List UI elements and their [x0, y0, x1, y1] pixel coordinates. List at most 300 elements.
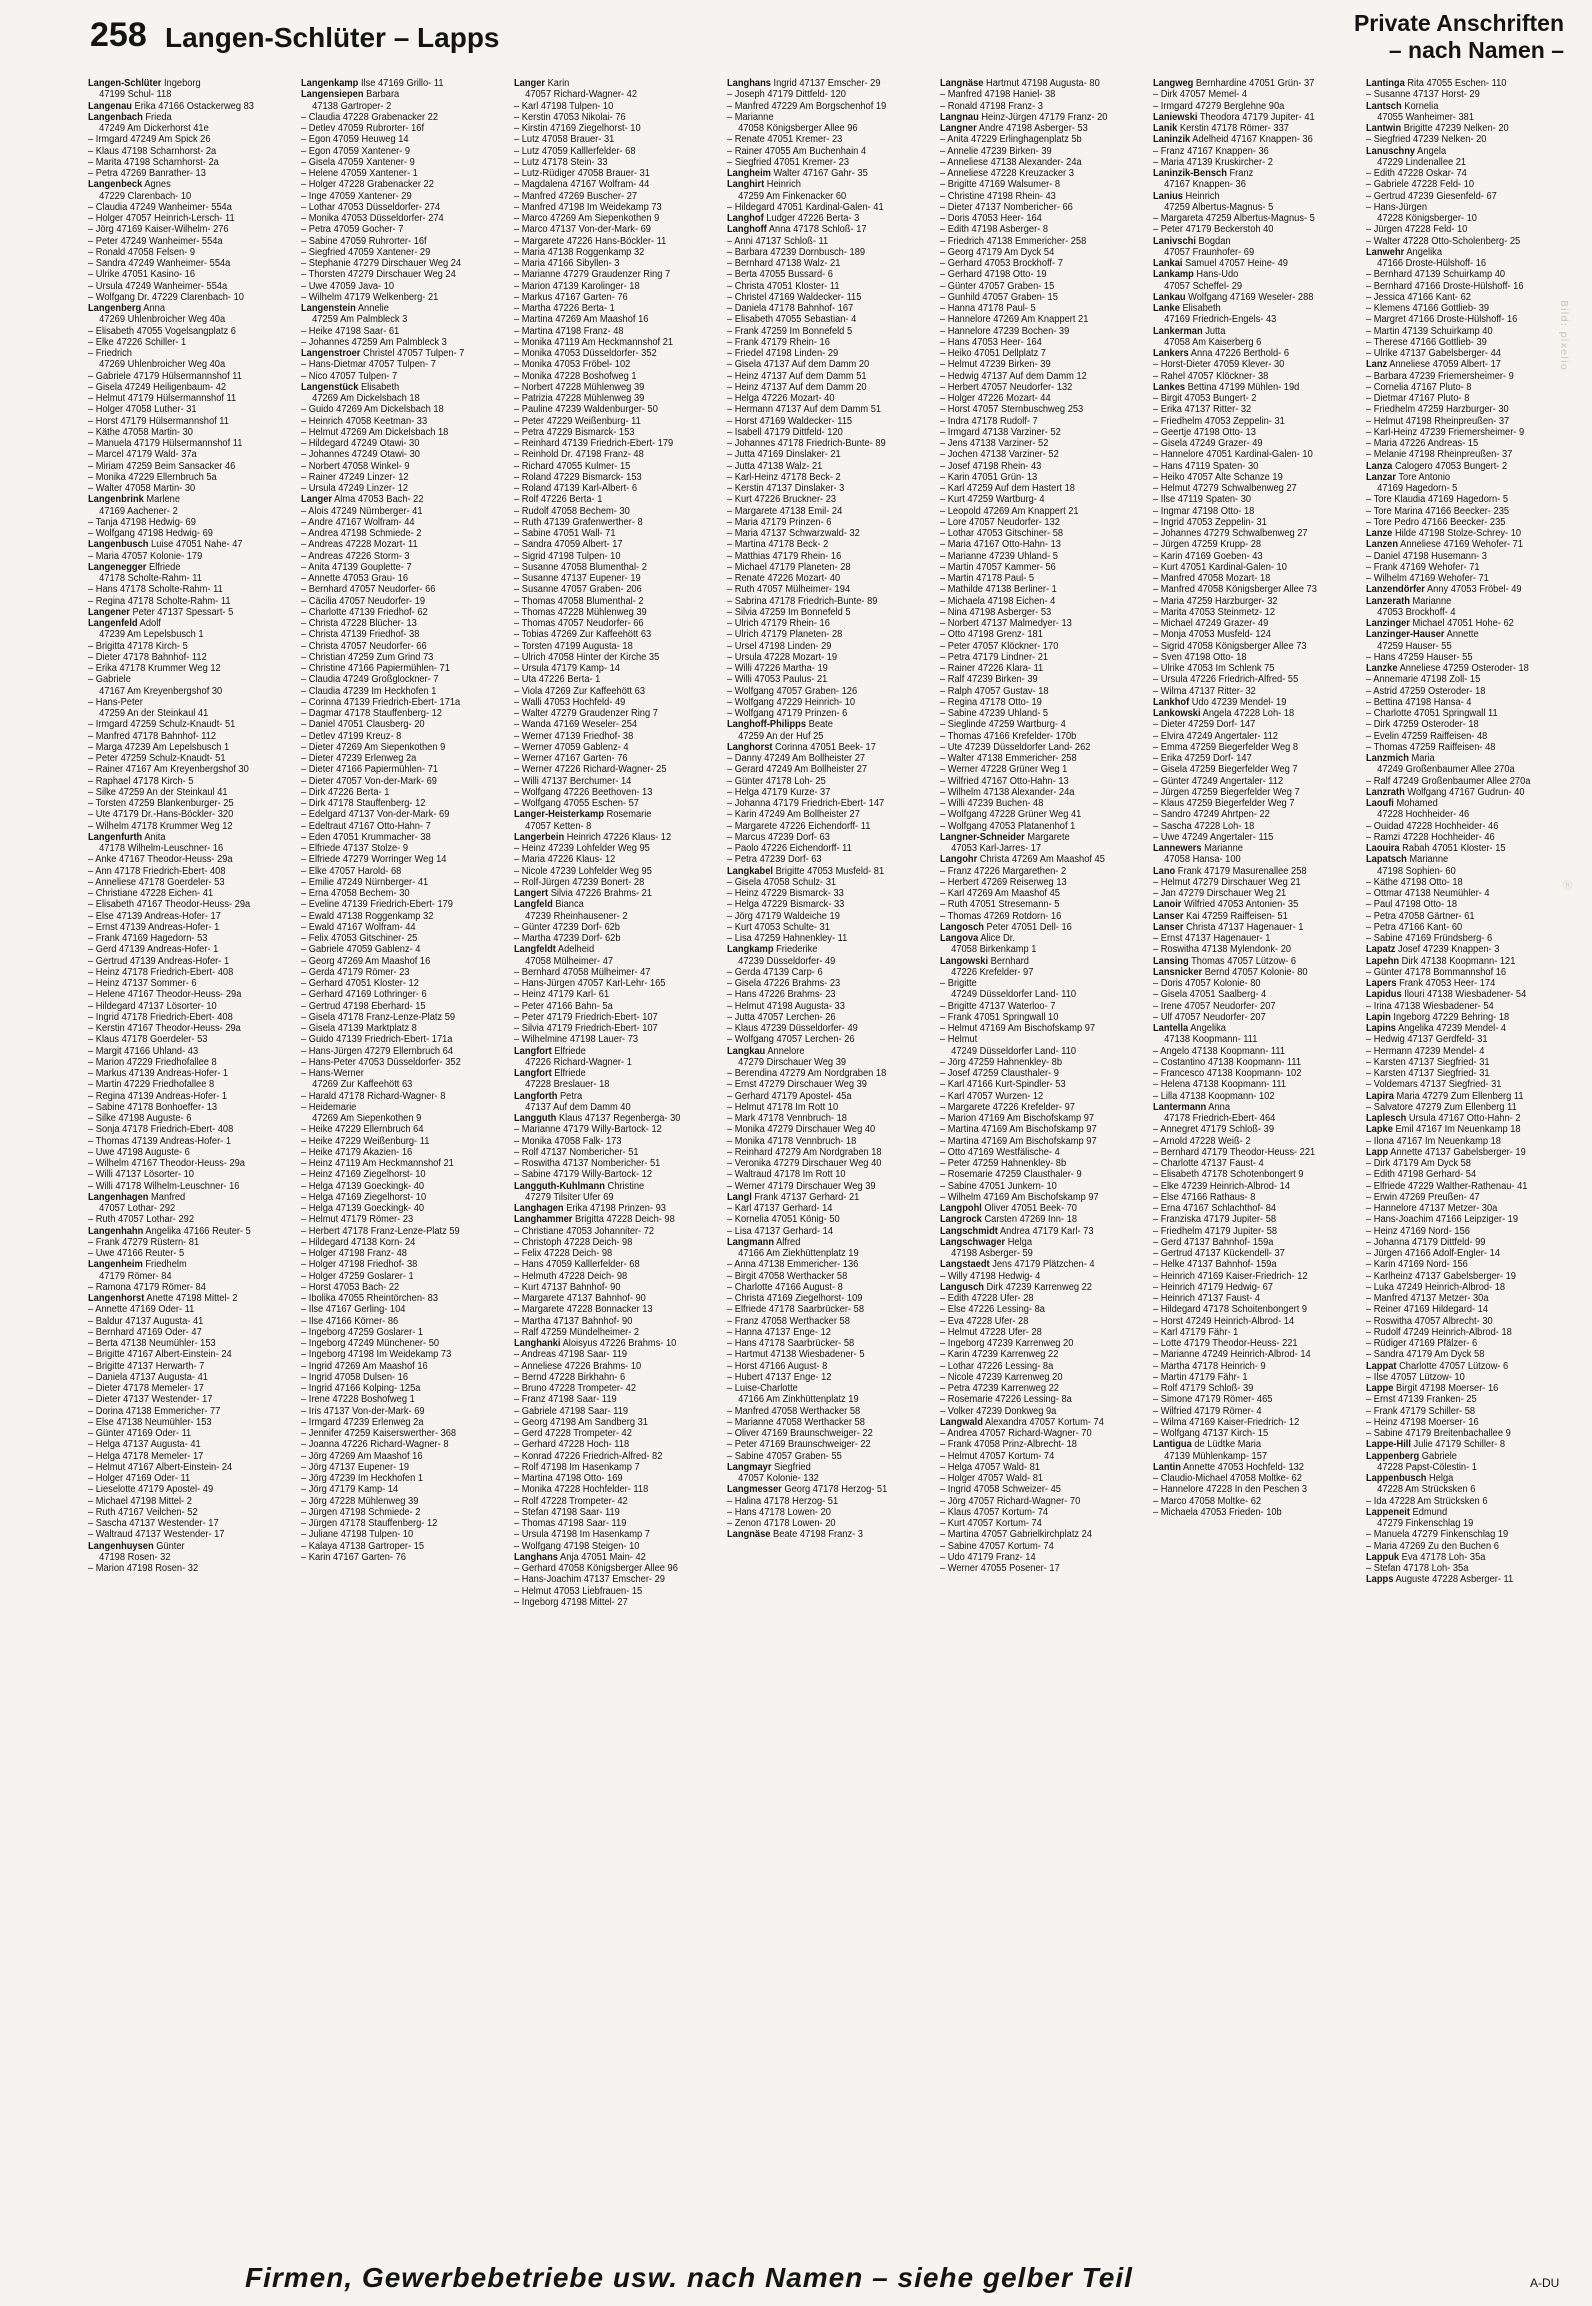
entry-details: Frank 47179 Masurenallee 258 — [1175, 865, 1307, 877]
directory-entry: – Lutz 47059 Kalllerfelder- 68 — [514, 145, 636, 157]
directory-entry: 47226 Richard-Wagner- 1 — [525, 1056, 632, 1068]
directory-entry: – Käthe 47058 Martin- 30 — [88, 426, 193, 438]
directory-entry: – Hannelore 47269 Am Knappert 21 — [940, 314, 1089, 326]
directory-entry: – Wilma 47137 Ritter- 32 — [1153, 685, 1256, 697]
directory-entry: – Heinrich 47137 Faust- 4 — [1153, 1293, 1261, 1304]
directory-entry: – Johannes 47178 Friedrich-Bunte- 89 — [727, 438, 886, 449]
entry-details: Marlene — [143, 494, 180, 506]
directory-entry: – Otto 47169 Westfälische- 4 — [940, 1146, 1060, 1158]
directory-entry: – Helmut 47179 Hülsermannshof 11 — [88, 393, 237, 404]
entry-surname: Langmayr — [727, 1461, 772, 1473]
directory-entry: – Lutz 47178 Stein- 33 — [514, 156, 608, 168]
entry-surname: Lanwehr — [1366, 246, 1405, 258]
directory-entry: – Christa 47139 Friedhof- 38 — [301, 629, 420, 641]
directory-entry: 47057 Ketten- 8 — [525, 820, 592, 832]
directory-entry: – Ingrid 47058 Dulsen- 16 — [301, 1371, 409, 1383]
directory-entry: 47058 Mülheimer- 47 — [525, 955, 614, 967]
directory-entry — [940, 1203, 1129, 1214]
directory-entry: – Emilie 47249 Nürnberger- 41 — [301, 876, 429, 888]
entry-details: Angelika 47239 Mendel- 4 — [1395, 1023, 1507, 1034]
directory-entry: – Martina 47169 Am Bischofskamp 97 — [940, 1135, 1097, 1147]
entry-surname: Langerbein — [514, 831, 565, 843]
directory-entry: – Thomas 47057 Neudorfer- 66 — [514, 618, 644, 629]
entry-surname: Langrock — [940, 1214, 982, 1226]
directory-entry — [727, 213, 916, 224]
entry-surname: Lappenbusch — [1366, 1473, 1427, 1484]
entry-details: Anita — [142, 831, 166, 843]
directory-entry: – Ulrich 47179 Planeten- 28 — [727, 629, 843, 641]
directory-entry: – Corinna 47139 Friedrich-Ebert- 171a — [301, 696, 461, 708]
directory-entry: – Sandra 47249 Wanheimer- 554a — [88, 258, 231, 269]
entry-surname: Langmann — [727, 1236, 775, 1248]
directory-entry: – Maria 47226 Andreas- 15 — [1366, 438, 1479, 449]
directory-entry: – Else 47226 Lessing- 8a — [940, 1304, 1045, 1316]
entry-surname: Lanz — [1366, 359, 1388, 371]
directory-entry: – Andreas 47198 Saar- 119 — [514, 1349, 628, 1361]
directory-entry: – Günter 47178 Loh- 25 — [727, 775, 826, 787]
entry-surname: Langguth-Kuhlmann — [514, 1180, 605, 1192]
entry-details: Alfred — [774, 1236, 801, 1248]
directory-entry: – Lisa 47259 Hahnenkley- 11 — [727, 933, 848, 944]
entry-details: Christa 47137 Hagenauer- 1 — [1183, 921, 1304, 933]
directory-entry — [1153, 191, 1342, 202]
directory-entry: – Sabine 47051 Wall- 71 — [514, 528, 616, 539]
directory-entry: – Jörg 47179 Waldeiche 19 — [727, 910, 840, 922]
entry-surname: Lantin — [1153, 1461, 1181, 1473]
directory-entry: – Manuela 47179 Hülsermannshof 11 — [88, 438, 243, 449]
directory-entry: – Margareta 47259 Albertus-Magnus- 5 — [1153, 213, 1315, 224]
directory-entry: – Markus 47139 Andreas-Hofer- 1 — [88, 1068, 229, 1079]
directory-entry: – Monika 47228 Hochfelder- 118 — [514, 1484, 649, 1496]
directory-entry: – Dieter 47137 Westender- 17 — [88, 1394, 213, 1406]
directory-entry: – Michael 47198 Mittel- 2 — [88, 1495, 192, 1507]
directory-entry — [727, 1484, 916, 1495]
directory-entry: 47057 Scheffel- 29 — [1164, 280, 1243, 292]
directory-entry: – Claudio-Michael 47058 Moltke- 62 — [1153, 1473, 1302, 1484]
entry-details: Dirk 47138 Koopmann- 121 — [1399, 955, 1516, 967]
entry-surname: Lantella — [1153, 1023, 1189, 1034]
page-number: 258 — [90, 16, 147, 54]
directory-entry: – Jutta 47138 Walz- 21 — [727, 460, 823, 472]
directory-entry: – Horst 47179 Hülsermannshof 11 — [88, 415, 229, 427]
entry-details: Brigitte 47239 Nelken- 20 — [1401, 123, 1509, 134]
directory-entry — [88, 539, 277, 550]
directory-entry: – Petra 47229 Bismarck- 153 — [514, 426, 635, 438]
entry-details: Calogero 47053 Bungert- 2 — [1392, 460, 1508, 472]
directory-entry: – Brigitte 47137 Waterloo- 7 — [940, 1000, 1056, 1012]
directory-entry: – Lilla 47138 Koopmann- 102 — [1153, 1090, 1275, 1102]
directory-entry: 47178 Friedrich-Ebert- 464 — [1164, 1113, 1276, 1124]
directory-entry — [514, 899, 703, 910]
directory-entry: – Heinz 47137 Auf dem Damm 20 — [727, 381, 867, 393]
directory-entry: – Ingmar 47198 Otto- 18 — [1153, 505, 1255, 517]
directory-entry: 47259 Albertus-Magnus- 5 — [1164, 201, 1274, 213]
entry-details: Walter 47167 Gahr- 35 — [770, 168, 868, 179]
directory-entry: – Gerhard 47179 Apostel- 45a — [727, 1090, 852, 1102]
directory-entry: – Michaela 47198 Eichen- 4 — [940, 595, 1056, 607]
directory-entry: – Franz 47198 Saar- 119 — [514, 1394, 617, 1406]
directory-entry: – Nicole 47239 Lohfelder Weg 95 — [514, 865, 652, 877]
directory-entry: – Silvia 47179 Friedrich-Ebert- 107 — [514, 1023, 658, 1034]
directory-entry: – Holger 47058 Luther- 31 — [88, 404, 197, 416]
directory-entry: – Werner 47139 Friedhof- 38 — [514, 730, 634, 742]
entry-surname: Langguth — [514, 1113, 557, 1124]
directory-entry: – Doris 47053 Heer- 164 — [940, 213, 1042, 224]
directory-entry: – Johannes 47259 Am Palmbleck 3 — [301, 336, 447, 348]
directory-entry: – Veronika 47279 Dirschauer Weg 40 — [727, 1158, 882, 1169]
entry-surname: Langfeldt — [514, 944, 556, 956]
entry-details: Marianne — [1409, 595, 1452, 607]
directory-entry: – Martina 47169 Am Bischofskamp 97 — [940, 1124, 1097, 1136]
directory-entry: – Marco 47137 Von-der-Mark- 69 — [514, 224, 651, 236]
directory-entry: – Costantino 47138 Koopmann- 111 — [1153, 1056, 1302, 1068]
directory-entry: – Rolf 47179 Schloß- 39 — [1153, 1383, 1254, 1394]
entry-details: Peter 47051 Dell- 16 — [983, 921, 1072, 933]
directory-entry: – Walter 47058 Martin- 30 — [88, 483, 196, 494]
directory-entry: 47259 Am Palmbleck 3 — [312, 314, 408, 326]
directory-entry: – Christa 47057 Neudorfer- 66 — [301, 640, 427, 652]
directory-entry — [1153, 866, 1342, 877]
entry-details: Hartmut 47198 Augusta- 80 — [983, 78, 1100, 89]
directory-entry: – Kurt 47051 Kardinal-Galen- 10 — [1153, 561, 1287, 573]
directory-entry: – Kirstin 47169 Ziegelhorst- 10 — [514, 123, 641, 134]
directory-entry — [727, 1462, 916, 1473]
directory-entry: – Bettina 47198 Hansa- 4 — [1366, 696, 1472, 708]
directory-entry: – Anneliese 47228 Kreuzacker 3 — [940, 168, 1074, 179]
directory-entry: – Ernst 47139 Andreas-Hofer- 1 — [88, 921, 220, 933]
directory-entry: – Ann 47178 Friedrich-Ebert- 408 — [88, 865, 226, 877]
directory-entry: – Wilhelm 47178 Krummer Weg 12 — [88, 820, 233, 832]
directory-entry: – Sascha 47137 Westender- 17 — [88, 1518, 219, 1529]
directory-entry — [1366, 1473, 1555, 1484]
directory-entry: – Viola 47269 Zur Kaffeehött 63 — [514, 685, 645, 697]
directory-entry: – Franziska 47179 Jupiter- 58 — [1153, 1214, 1277, 1226]
directory-entry: – Daniela 47178 Bahnhof- 167 — [727, 303, 854, 314]
entry-details: Erika 47198 Prinzen- 93 — [563, 1203, 666, 1214]
entry-details: Theodora 47179 Jupiter- 41 — [1197, 111, 1315, 123]
entry-surname: Langhagen — [514, 1203, 564, 1214]
entry-details: Elisabeth — [1179, 303, 1221, 314]
directory-entry: – Berta 47138 Neumühler- 153 — [88, 1338, 216, 1349]
directory-entry — [1366, 1451, 1555, 1462]
directory-entry: – Karl 47259 Auf dem Hastert 18 — [940, 483, 1075, 494]
directory-entry: – Daniela 47137 Augusta- 41 — [88, 1371, 208, 1383]
entry-surname: Lanik — [1153, 123, 1178, 134]
entry-surname: Langenhahn — [88, 1225, 144, 1237]
directory-entry: – Rainer 47249 Linzer- 12 — [301, 471, 409, 483]
directory-entry: – Cäcilia 47057 Neudorfer- 19 — [301, 595, 426, 607]
directory-entry: – Franz 47226 Margarethen- 2 — [940, 865, 1067, 877]
directory-entry: – Helmut 47198 Augusta- 33 — [727, 1000, 845, 1012]
directory-entry: – Heidemarie — [301, 1101, 357, 1113]
entry-details: Ingeborg 47229 Behring- 18 — [1390, 1011, 1510, 1023]
directory-entry: – Birgit 47053 Bungert- 2 — [1153, 393, 1257, 404]
entry-surname: Langusch — [940, 1281, 984, 1293]
directory-entry: – Werner 47226 Richard-Wagner- 25 — [514, 764, 667, 776]
directory-entry: 47178 Scholte-Rahm- 11 — [99, 573, 202, 584]
directory-entry — [514, 809, 703, 820]
directory-entry: – Helmuth 47228 Deich- 98 — [514, 1270, 628, 1282]
directory-entry — [88, 78, 277, 89]
directory-entry: – Willi 47053 Paulus- 21 — [727, 674, 828, 686]
directory-entry: – Sabine 47239 Uhland- 5 — [940, 708, 1049, 719]
directory-entry: – Frank 47051 Springwall 10 — [940, 1011, 1059, 1023]
entry-surname: Lanzar — [1366, 471, 1396, 483]
entry-details: Ludger 47226 Berta- 3 — [763, 213, 860, 224]
directory-entry: – Helena 47138 Koopmann- 111 — [1153, 1079, 1287, 1091]
directory-entry — [1366, 1113, 1555, 1124]
entry-surname: Langensiepen — [301, 89, 364, 101]
directory-entry: – Rolf 47198 Im Hasenkamp 7 — [514, 1461, 640, 1473]
directory-entry: – Marianne 47058 Werthacker 58 — [727, 1416, 865, 1428]
directory-entry: – Ruth 47167 Veilchen- 52 — [88, 1506, 198, 1518]
directory-entry — [1366, 78, 1555, 89]
directory-entry: – Marion 47198 Rosen- 32 — [88, 1563, 199, 1574]
entry-details: Brigitta 47228 Deich- 98 — [572, 1214, 675, 1226]
directory-entry: – Irene 47228 Boshofweg 1 — [301, 1394, 415, 1406]
directory-entry: 47138 Koopmann- 111 — [1164, 1034, 1258, 1046]
directory-entry: – Hans-Jürgen — [1366, 201, 1428, 213]
directory-entry — [1366, 1574, 1555, 1585]
section-title-main: Private Anschriften — [1353, 10, 1564, 36]
directory-entry: – Marco 47058 Moltke- 62 — [1153, 1495, 1262, 1507]
directory-entry — [727, 179, 916, 190]
directory-entry: – Helmut 47228 Ufer- 28 — [940, 1326, 1042, 1338]
directory-entry: – Helga 47226 Mozart- 40 — [727, 393, 835, 404]
directory-entry: – Johannes 47249 Otawi- 30 — [301, 449, 420, 461]
entry-details: Petra — [557, 1090, 583, 1102]
directory-entry: – Karin 47249 Am Bollheister 27 — [727, 809, 860, 821]
directory-entry: – Sieglinde 47259 Wartburg- 4 — [940, 719, 1066, 731]
directory-entry: – Herbert 47178 Franz-Lenze-Platz 59 — [301, 1225, 460, 1237]
entry-details: Kai 47259 Raiffeisen- 51 — [1183, 910, 1288, 922]
directory-entry: – Michael 47179 Planeten- 28 — [727, 561, 851, 573]
directory-entry: – Heinrich 47169 Kaiser-Friedrich- 12 — [1153, 1270, 1308, 1282]
directory-entry — [1366, 1361, 1555, 1372]
directory-entry: – Manfred 47058 Werthacker 58 — [727, 1405, 861, 1417]
directory-entry: 47058 Hansa- 100 — [1164, 854, 1241, 866]
directory-entry: – Gisela 47059 Xantener- 9 — [301, 156, 415, 168]
directory-entry: – Thomas 47198 Saar- 119 — [514, 1518, 627, 1529]
directory-entry — [301, 494, 490, 505]
directory-entry — [1153, 922, 1342, 933]
entry-surname: Lankerman — [1153, 325, 1203, 337]
directory-entry: – Maria 47269 Zu den Buchen 6 — [1366, 1540, 1499, 1552]
directory-entry: – Margarete 47137 Bahnhof- 90 — [514, 1293, 646, 1304]
directory-entry — [1366, 843, 1555, 854]
entry-surname: Langweg — [1153, 78, 1194, 89]
directory-entry: – Patrizia 47228 Mühlenweg 39 — [514, 393, 645, 404]
directory-entry: – Markus 47167 Garten- 76 — [514, 291, 628, 303]
entry-surname: Laouira — [1366, 843, 1400, 854]
directory-entry: – Norbert 47058 Winkel- 9 — [301, 460, 410, 472]
entry-surname: Lankamp — [1153, 269, 1194, 281]
directory-entry — [301, 348, 490, 359]
directory-entry: – Gerhard 47051 Kloster- 12 — [301, 978, 419, 989]
directory-entry: – Petra 47059 Gocher- 7 — [301, 224, 404, 236]
directory-entry: 47228 Hochheider- 46 — [1377, 809, 1470, 821]
directory-entry: – Hannelore 47051 Kardinal-Galen- 10 — [1153, 449, 1313, 461]
directory-entry: – Karl 47179 Fähr- 1 — [1153, 1326, 1239, 1338]
directory-column — [301, 78, 490, 2258]
directory-entry: – Dirk 47179 Am Dyck 58 — [1366, 1158, 1471, 1169]
directory-entry: – Heinz 47169 Ziegelhorst- 10 — [301, 1169, 426, 1181]
entry-surname: Langenstein — [301, 303, 356, 314]
directory-column — [727, 78, 916, 2258]
directory-entry: – Reinhard 47279 Am Nordgraben 18 — [727, 1146, 882, 1158]
entry-details: Annelie — [355, 303, 389, 314]
entry-surname: Langhirt — [727, 179, 765, 191]
directory-entry — [1153, 1439, 1342, 1450]
entry-surname: Lappat — [1366, 1360, 1397, 1372]
directory-entry — [1366, 978, 1555, 989]
directory-entry: – Irmgard 47279 Berglehne 90a — [1153, 100, 1285, 112]
directory-entry: – Egon 47059 Heuweg 14 — [301, 134, 409, 146]
entry-details: Manfred — [148, 1191, 186, 1203]
directory-entry: – Sven 47198 Otto- 18 — [1153, 651, 1247, 663]
directory-entry: – Kurt 47053 Schulte- 31 — [727, 921, 830, 933]
entry-surname: Langenfeld — [88, 618, 138, 629]
directory-entry: – Helmut 47239 Birken- 39 — [940, 359, 1051, 371]
entry-details: Rosemarie — [603, 809, 652, 821]
directory-entry — [1366, 1383, 1555, 1394]
directory-entry: – Josef 47259 Clausthaler- 9 — [940, 1068, 1059, 1079]
entry-surname: Lanzen — [1366, 539, 1399, 551]
entry-surname: Langen-Schlüter — [88, 78, 162, 89]
directory-entry: – Georg 47179 Am Dyck 54 — [940, 246, 1055, 258]
directory-entry: – Else 47139 Andreas-Hofer- 17 — [88, 910, 221, 922]
directory-entry: – Regina 47178 Otto- 19 — [940, 696, 1042, 708]
directory-entry: – Gerd 47139 Andreas-Hofer- 1 — [88, 944, 219, 956]
directory-entry: – Christel 47169 Waldecker- 115 — [727, 291, 862, 303]
directory-entry: – Hans 47119 Spaten- 30 — [1153, 460, 1259, 472]
directory-entry: – Sabrina 47178 Friedrich-Bunte- 89 — [727, 595, 878, 607]
directory-entry: – Hildegard 47051 Kardinal-Galen- 41 — [727, 201, 884, 213]
entry-surname: Langfort — [514, 1045, 552, 1057]
entry-details: Kornelia — [1401, 100, 1439, 112]
directory-entry: – Wolfgang 47055 Eschen- 57 — [514, 798, 639, 809]
directory-entry: – Werner 47228 Grüner Weg 1 — [940, 764, 1068, 776]
entry-details: Ilse 47169 Grillo- 11 — [358, 78, 444, 89]
directory-entry: – Jürgen 47259 Krupp- 28 — [1153, 539, 1262, 551]
directory-entry — [727, 224, 916, 235]
directory-entry: 47137 Auf dem Damm 40 — [525, 1101, 631, 1113]
directory-entry: – Angelo 47138 Koopmann- 111 — [1153, 1045, 1286, 1057]
directory-entry: – Holger 47198 Friedhof- 38 — [301, 1259, 418, 1271]
entry-surname: Lanke — [1153, 303, 1180, 314]
directory-entry: – Peter 47166 Bahn- 5a — [514, 1000, 613, 1012]
directory-entry: – Johanna 47179 Dittfeld- 99 — [1366, 1236, 1486, 1248]
directory-entry: – Monika 47119 Am Heckmannshof 21 — [514, 336, 674, 348]
directory-entry — [1153, 303, 1342, 314]
directory-entry — [1153, 697, 1342, 708]
entry-surname: Langowski — [940, 955, 989, 967]
directory-entry: – Siegfried 47059 Xantener- 29 — [301, 246, 431, 258]
directory-entry: – Ingrid 47058 Schweizer- 45 — [940, 1484, 1061, 1496]
entry-surname: Langpohl — [940, 1203, 982, 1214]
directory-entry: – Torsten 47199 Augusta- 18 — [514, 640, 633, 652]
directory-entry: – Hans 47178 Saarbrücker- 58 — [727, 1338, 855, 1349]
directory-entry: – Gunhild 47057 Graben- 15 — [940, 291, 1058, 303]
directory-entry — [514, 1203, 703, 1214]
directory-entry: – Hans-Werner — [301, 1068, 364, 1079]
directory-entry: – Elfriede 47279 Worringer Weg 14 — [301, 854, 447, 866]
directory-entry — [301, 89, 490, 100]
directory-entry: – Holger 47169 Oder- 11 — [88, 1473, 191, 1484]
directory-entry: – Ruth 47051 Stresemann- 5 — [940, 899, 1060, 911]
directory-entry: – Johanna 47179 Friedrich-Ebert- 147 — [727, 798, 885, 809]
directory-entry: – Erna 47167 Schlachthof- 84 — [1153, 1203, 1277, 1214]
directory-entry: 47139 Mühlenkamp- 157 — [1164, 1450, 1268, 1462]
directory-entry: – Manfred 47229 Am Borgschenhof 19 — [727, 100, 887, 112]
entry-surname: Lannewers — [1153, 843, 1202, 854]
directory-entry: – Helga 47137 Augusta- 41 — [88, 1439, 201, 1451]
directory-entry: – Waltraud 47137 Westender- 17 — [88, 1529, 225, 1541]
directory-entry — [1366, 101, 1555, 112]
directory-entry: – Waltraud 47178 Im Rott 10 — [727, 1169, 846, 1181]
directory-entry: – Danny 47249 Am Bollheister 27 — [727, 753, 866, 764]
directory-entry: – Eva 47228 Ufer- 28 — [940, 1315, 1029, 1327]
directory-entry: – Irene 47057 Neudorfer- 207 — [1153, 1000, 1276, 1012]
directory-entry: – Karl 47166 Kurt-Spindler- 53 — [940, 1079, 1066, 1091]
directory-entry: – Jörg 47269 Am Maashof 16 — [301, 1450, 423, 1462]
directory-entry — [1366, 359, 1555, 370]
directory-entry: – Anneliese 47178 Goerdeler- 53 — [88, 876, 225, 888]
entry-details: Bianca — [552, 899, 584, 911]
entry-details: Siegfried — [771, 1461, 811, 1473]
directory-entry: – Marita 47198 Scharnhorst- 2a — [88, 156, 219, 168]
entry-surname: Langenbach — [88, 111, 143, 123]
directory-entry: – Charlotte 47166 August- 8 — [727, 1281, 843, 1293]
directory-entry: – Jörg 47057 Richard-Wagner- 70 — [940, 1495, 1081, 1507]
directory-entry: – Sandra 47059 Albert- 17 — [514, 539, 623, 551]
directory-entry: – Maria 47179 Prinzen- 6 — [727, 516, 832, 528]
directory-entry: – Marion 47169 Am Bischofskamp 97 — [940, 1113, 1095, 1124]
directory-entry: 47179 Römer- 84 — [99, 1270, 172, 1282]
directory-entry — [514, 1113, 703, 1124]
directory-entry: 47229 Clarenbach- 10 — [99, 190, 192, 202]
directory-entry: – Eveline 47139 Friedrich-Ebert- 179 — [301, 899, 453, 911]
directory-entry: – Hedwig 47137 Auf dem Damm 12 — [940, 370, 1087, 382]
directory-entry: 47259 Am Finkenacker 60 — [738, 190, 847, 202]
directory-entry: – Hildegard 47249 Otawi- 30 — [301, 438, 420, 449]
directory-entry: – Kalaya 47138 Gartroper- 15 — [301, 1540, 425, 1552]
directory-entry: – Gertrud 47139 Andreas-Hofer- 1 — [88, 955, 230, 967]
directory-entry: – Daniel 47051 Clausberg- 20 — [301, 719, 425, 731]
directory-entry: – Ursel 47198 Linden- 29 — [727, 640, 832, 652]
directory-entry: – Lutz-Rüdiger 47058 Brauer- 31 — [514, 168, 650, 179]
directory-entry: – Heiko 47057 Alte Schanze 19 — [1153, 471, 1283, 483]
directory-entry: – Frank 47169 Wehofer- 71 — [1366, 561, 1480, 573]
directory-entry: – Karin 47051 Grün- 13 — [940, 471, 1038, 483]
entry-surname: Lanza — [1366, 460, 1393, 472]
entry-surname: Langer — [301, 494, 333, 506]
directory-entry: – Frank 47259 Im Bonnefeld 5 — [727, 325, 853, 337]
directory-entry: – Konrad 47226 Friedrich-Alfred- 82 — [514, 1450, 663, 1462]
entry-details: Bernhard — [988, 955, 1029, 967]
directory-entry: – Sandra 47179 Am Dyck 58 — [1366, 1349, 1485, 1361]
entry-surname: Lankers — [1153, 348, 1189, 359]
directory-entry: 47239 Am Lepelsbusch 1 — [99, 629, 204, 641]
directory-entry — [940, 933, 1129, 944]
directory-column — [514, 78, 703, 2258]
directory-entry: – Anke 47167 Theodor-Heuss- 29a — [88, 854, 233, 866]
directory-entry: – Tobias 47269 Zur Kaffeehött 63 — [514, 629, 652, 641]
directory-entry: – Reinhold Dr. 47198 Franz- 48 — [514, 449, 644, 461]
directory-entry: – Petra 47239 Dorf- 63 — [727, 854, 822, 866]
entry-details: Edmund — [1409, 1506, 1448, 1518]
entry-details: Adolf — [137, 618, 161, 629]
